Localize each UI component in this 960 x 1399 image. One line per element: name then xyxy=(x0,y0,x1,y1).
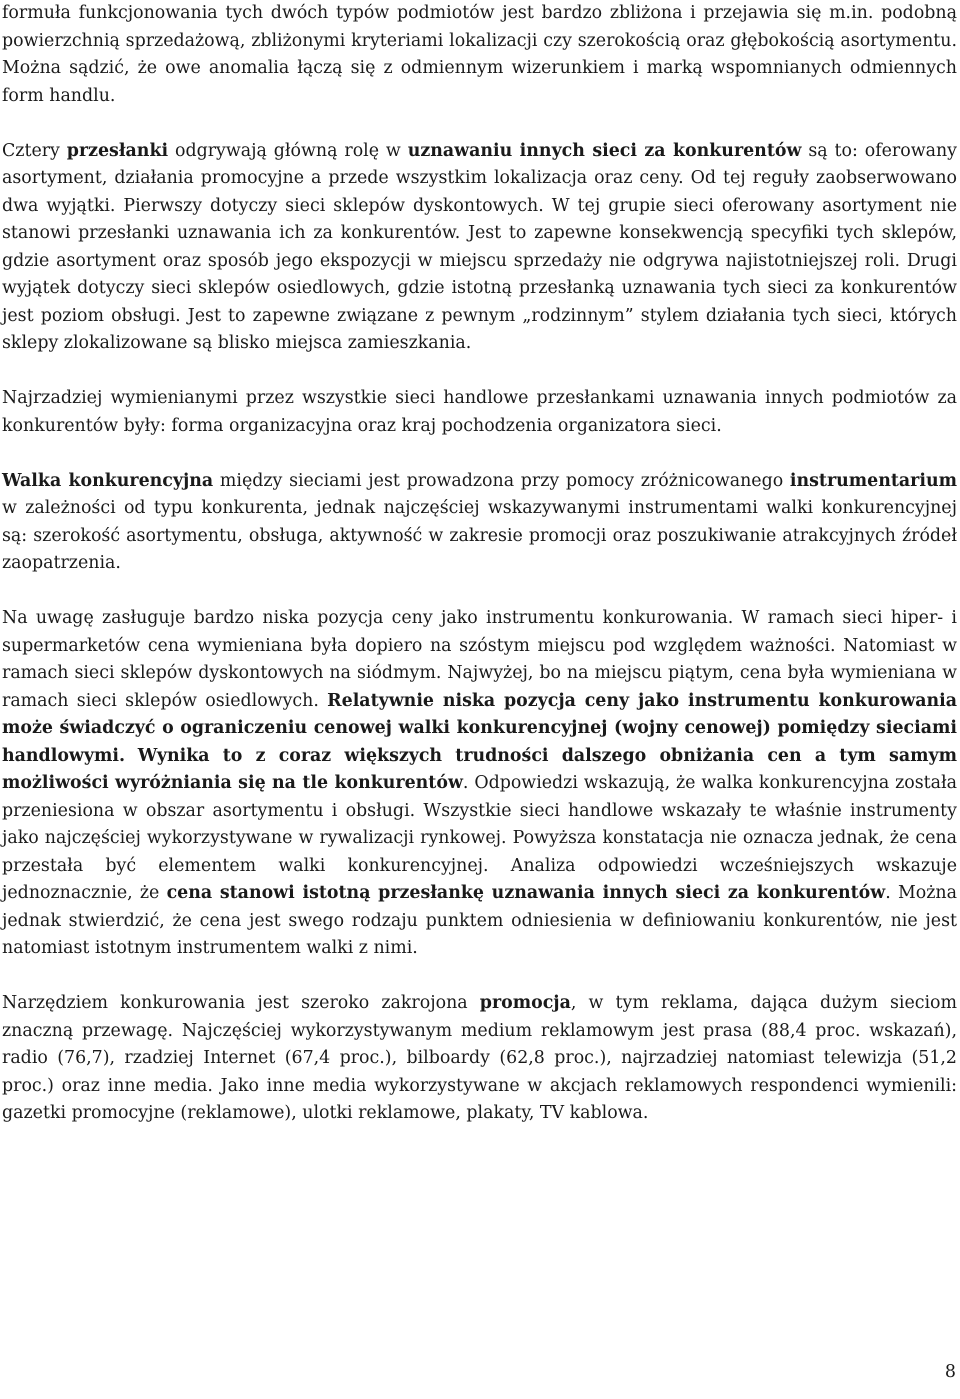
bold-run: przesłanki xyxy=(66,140,169,161)
paragraph xyxy=(2,605,957,963)
bold-run: promocja xyxy=(479,993,571,1013)
paragraph xyxy=(2,990,957,1128)
paragraph xyxy=(2,468,957,578)
text-run: między sieciami jest prowadzona przy pomocy zróżnicowanego xyxy=(213,470,790,491)
bold-run: uznawaniu innych sieci za konkurentów xyxy=(407,140,802,161)
text-run: odgrywają główną rolę w xyxy=(168,140,408,161)
text-run: . Można jednak stwierdzić, że cena jest swego rodzaju punktem odniesienia w definiowaniu konkurentów, nie jest natomiast istotnym instrumentem walki z nimi. xyxy=(2,883,957,958)
text-run: w zależności od typu konkurenta, jednak najczęściej wskazywanymi instrumentami walki konkurencyjnej są: szerokość asortymentu, obsługa, aktywność w zakresie promocji oraz poszukiwanie atrakcyjnych źródeł zaopatrzenia. xyxy=(2,498,957,573)
paragraph xyxy=(2,385,957,440)
text-run: formuła funkcjonowania tych dwóch typów podmiotów jest bardzo zbliżona i przejawia się m.in. podobną powierzchnią sprzedażową, zbliżonymi kryteriami lokalizacji czy szerokością oraz głębokością asortymentu. Można sądzić, że owe anomalia łączą się z odmiennym wizerunkiem i marką wspomnianych odmiennych form handlu. xyxy=(2,3,957,106)
text-run: są to: oferowany asortyment, działania promocyjne a przede wszystkim lokalizacja oraz ceny. Od tej reguły zaobserwowano dwa wyjątki. Pierwszy dotyczy sieci sklepów dyskontowych. W tej grupie sieci oferowany asortyment nie stanowi przesłanki uznawania ich za konkurentów. Jest to zapewne konsekwencją specyfiki tych sklepów, gdzie asortyment oraz sposób jego ekspozycji w miejscu sprzedaży nie odgrywa najistotniejszej roli. Drugi wyjątek dotyczy sieci sklepów osiedlowych, gdzie istotną przesłanką uznawania tych sieci za konkurentów jest poziom obsługi. Jest to zapewne związane z pewnym „rodzinnym” stylem działania tych sieci, których sklepy zlokalizowane są blisko miejsca zamieszkania. xyxy=(2,140,957,353)
text-run: Cztery xyxy=(2,140,67,161)
bold-run: Wynika to z coraz większych trudności dalszego obniżania cen a tym samym możliwości wyróżniania się na tle konkurentów xyxy=(2,745,957,793)
bold-run: Relatywnie niska pozycja ceny jako instrumentu konkurowania może świadczyć o ograniczeniu cenowej walki konkurencyjnej (wojny cenowej) pomiędzy sieciami handlowymi. xyxy=(2,690,957,766)
text-run: Na uwagę zasługuje bardzo niska pozycja ceny jako instrumentu konkurowania. W ramach sieci hiper- i supermarketów cena wymieniana była dopiero na szóstym miejscu pod względem ważności. Natomiast w ramach sieci sklepów dyskontowych na siódmym. Najwyżej, bo na miejscu piątym, cena była wymieniana w ramach sieci sklepów osiedlowych. xyxy=(2,608,957,711)
bold-run: Walka konkurencyjna xyxy=(2,470,214,491)
paragraph xyxy=(2,0,957,110)
page-number: 8 xyxy=(944,1362,956,1382)
text-run: , w tym reklama, dająca dużym sieciom znaczną przewagę. Najczęściej wykorzystywanym medium reklamowym jest prasa (88,4 proc. wskazań), radio (76,7), rzadziej Internet (67,4 proc.), bilboardy (62,8 proc.), najrzadziej natomiast telewizja (51,2 proc.) oraz inne media. Jako inne media wykorzystywane w akcjach reklamowych respondenci wymienili: gazetki promocyjne (reklamowe), ulotki reklamowe, plakaty, TV kablowa. xyxy=(2,993,957,1123)
bold-run: instrumentarium xyxy=(789,470,957,491)
text-run: Narzędziem konkurowania jest szeroko zakrojona xyxy=(2,993,480,1013)
text-run: . Odpowiedzi wskazują, że walka konkurencyjna została przeniesiona w obszar asortymentu i obsługi. Wszystkie sieci handlowe wskazały te właśnie instrumenty jako najczęściej wykorzystywane w rywalizacji rynkowej. Powyższa konstatacja nie oznacza jednak, że cena przestała być elementem walki konkurencyjnej. Analiza odpowiedzi wcześniejszych wskazuje jednoznacznie, że xyxy=(2,773,957,903)
body-text xyxy=(2,0,957,1155)
text-run: Najrzadziej wymienianymi przez wszystkie sieci handlowe przesłankami uznawania innych podmiotów za konkurentów były: forma organizacyjna oraz kraj pochodzenia organizatora sieci. xyxy=(2,388,957,436)
paragraph xyxy=(2,138,957,358)
bold-run: cena stanowi istotną przesłankę uznawania innych sieci za konkurentów xyxy=(166,883,886,903)
text-run xyxy=(125,746,138,766)
